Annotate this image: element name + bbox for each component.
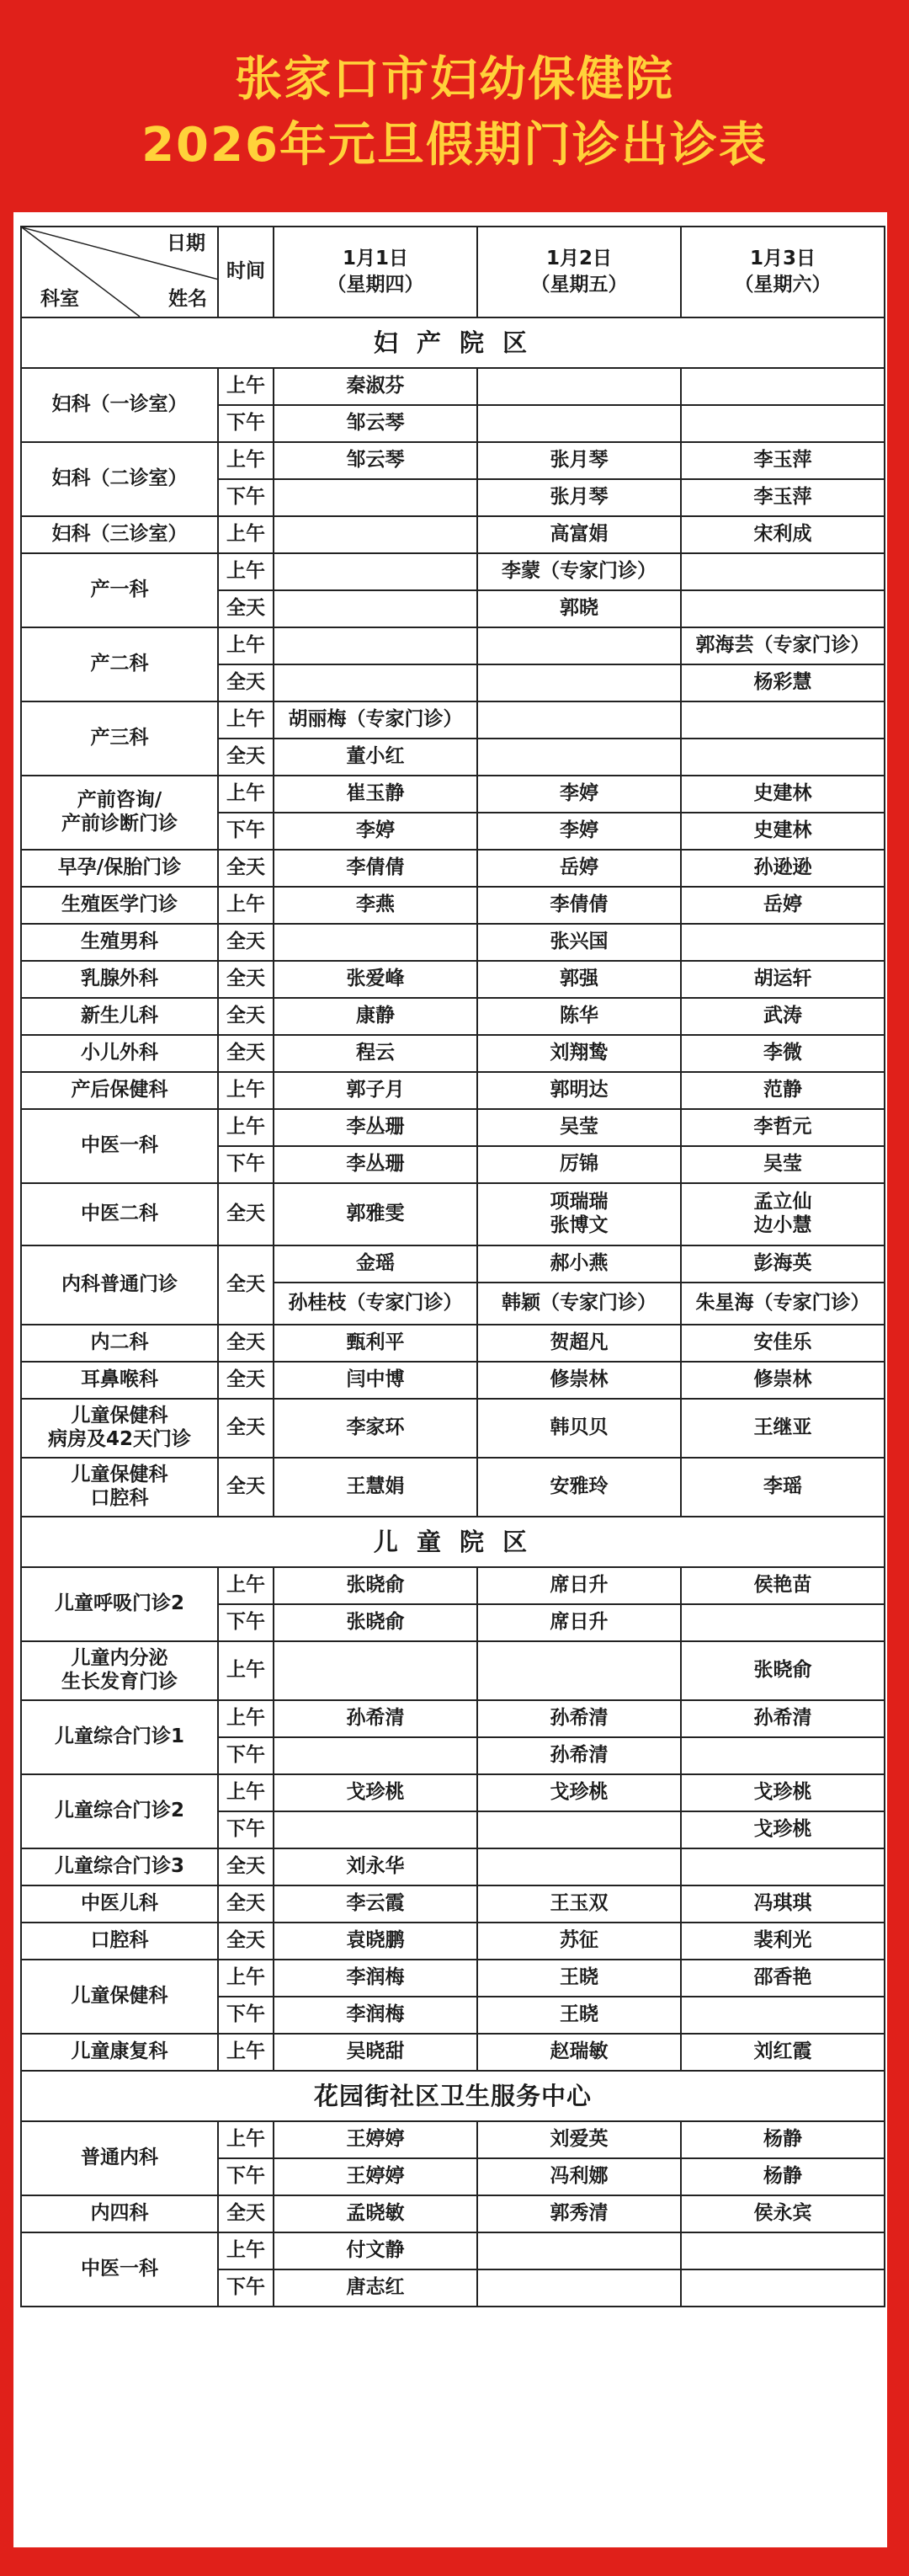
doctor-cell-day3: 胡运轩: [681, 961, 885, 998]
session-time: 上午: [218, 1960, 274, 1997]
doctor-cell-day2: 李蒙（专家门诊）: [477, 553, 681, 590]
department-name: 早孕/保胎门诊: [21, 850, 218, 887]
doctor-cell-day3: [681, 405, 885, 442]
session-time: 下午: [218, 1146, 274, 1183]
doctor-cell-day2: 孙希清: [477, 1737, 681, 1774]
doctor-cell-day2: 李倩倩: [477, 887, 681, 924]
session-time: 全天: [218, 924, 274, 961]
doctor-cell-day1: 秦淑芬: [274, 368, 477, 405]
doctor-cell-day2: 刘翔鸷: [477, 1035, 681, 1072]
doctor-cell-day1: 戈珍桃: [274, 1774, 477, 1811]
table-row: [21, 776, 885, 813]
table-row: [21, 442, 885, 479]
doctor-cell-day3: 冯琪琪: [681, 1885, 885, 1923]
doctor-cell-day2: [477, 739, 681, 776]
doctor-cell-day2: [477, 627, 681, 664]
session-time: 上午: [218, 368, 274, 405]
table-row: [21, 1362, 885, 1399]
department-name: 生殖男科: [21, 924, 218, 961]
session-time: 下午: [218, 813, 274, 850]
doctor-cell-day1: 李婷: [274, 813, 477, 850]
section-header-row: [21, 1517, 885, 1567]
table-row: [21, 516, 885, 553]
table-row: [21, 2121, 885, 2158]
session-time: 全天: [218, 1923, 274, 1960]
session-time: 全天: [218, 1458, 274, 1517]
doctor-cell-day2: [477, 1848, 681, 1885]
doctor-cell-day2: 李婷: [477, 813, 681, 850]
session-time: 上午: [218, 1700, 274, 1737]
department-name: 普通内科: [21, 2121, 218, 2195]
doctor-cell-day2: [477, 664, 681, 701]
doctor-cell-day2: [477, 2232, 681, 2269]
table-row: [21, 553, 885, 590]
day-header-3: [681, 227, 885, 317]
table-row: [21, 1109, 885, 1146]
doctor-cell-day1: 郭子月: [274, 1072, 477, 1109]
doctor-cell-day2: [477, 2269, 681, 2307]
corner-header-cell: [21, 227, 218, 317]
doctor-cell-day3: 邵香艳: [681, 1960, 885, 1997]
doctor-cell-day1: [274, 479, 477, 516]
doctor-cell-day3: [681, 1737, 885, 1774]
doctor-cell-day3: 侯艳苗: [681, 1567, 885, 1604]
doctor-cell-day3: 郭海芸（专家门诊）: [681, 627, 885, 664]
doctor-cell-day3: 杨静: [681, 2158, 885, 2195]
department-name: 儿童呼吸门诊2: [21, 1567, 218, 1641]
day-weekday: （星期六）: [734, 274, 832, 296]
table-row: [21, 1774, 885, 1811]
session-time: 下午: [218, 1811, 274, 1848]
department-name: 内二科: [21, 1325, 218, 1362]
doctor-cell-day1: 李丛珊: [274, 1109, 477, 1146]
table-row: [21, 1641, 885, 1700]
page-subtitle: 2026年元旦假期门诊出诊表: [141, 118, 768, 173]
doctor-cell-day1: 唐志红: [274, 2269, 477, 2307]
session-time: 上午: [218, 887, 274, 924]
table-row: [21, 1245, 885, 1283]
session-time: 上午: [218, 2034, 274, 2071]
doctor-cell-day1: 李燕: [274, 887, 477, 924]
department-name: 乳腺外科: [21, 961, 218, 998]
day-date: 1月1日: [342, 247, 408, 269]
department-name: 新生儿科: [21, 998, 218, 1035]
doctor-cell-day1: 张晓俞: [274, 1604, 477, 1641]
day-date: 1月2日: [545, 247, 612, 269]
doctor-cell-day1: 李丛珊: [274, 1146, 477, 1183]
department-name: 中医二科: [21, 1183, 218, 1245]
session-time: 下午: [218, 1997, 274, 2034]
doctor-cell-day1: 付文静: [274, 2232, 477, 2269]
table-row: [21, 2232, 885, 2269]
doctor-cell-day3: 修崇林: [681, 1362, 885, 1399]
table-row: [21, 1885, 885, 1923]
doctor-cell-day1: [274, 664, 477, 701]
doctor-cell-day1: 吴晓甜: [274, 2034, 477, 2071]
doctor-cell-day3: 武涛: [681, 998, 885, 1035]
table-row: [21, 1183, 885, 1245]
session-time: 上午: [218, 553, 274, 590]
doctor-cell-day3: 王继亚: [681, 1399, 885, 1458]
department-name: 儿童保健科: [21, 1960, 218, 2034]
doctor-cell-day1: 李润梅: [274, 1997, 477, 2034]
doctor-cell-day3: 李哲元: [681, 1109, 885, 1146]
day-weekday: （星期五）: [530, 274, 628, 296]
department-name: 妇科（一诊室）: [21, 368, 218, 442]
doctor-cell-day2: [477, 405, 681, 442]
doctor-cell-day3: 史建林: [681, 776, 885, 813]
session-time: 全天: [218, 998, 274, 1035]
doctor-cell-day2: 王晓: [477, 1960, 681, 1997]
department-name: 产三科: [21, 701, 218, 776]
day-weekday: （星期四）: [327, 274, 424, 296]
doctor-cell-day2: 贺超凡: [477, 1325, 681, 1362]
doctor-cell-day1: 金瑶: [274, 1245, 477, 1283]
table-row: [21, 2195, 885, 2232]
doctor-cell-day1: 李润梅: [274, 1960, 477, 1997]
table-row: [21, 2034, 885, 2071]
doctor-cell-day1: [274, 924, 477, 961]
doctor-cell-day2: [477, 368, 681, 405]
doctor-cell-day1: 李倩倩: [274, 850, 477, 887]
doctor-cell-day2: 张月琴: [477, 479, 681, 516]
doctor-cell-day1: [274, 1811, 477, 1848]
table-row: [21, 1458, 885, 1517]
doctor-cell-day1: 孟晓敏: [274, 2195, 477, 2232]
session-time: 全天: [218, 1183, 274, 1245]
doctor-cell-day2: 苏征: [477, 1923, 681, 1960]
doctor-cell-day3: 岳婷: [681, 887, 885, 924]
doctor-cell-day3: 孟立仙 边小慧: [681, 1183, 885, 1245]
session-time: 下午: [218, 1604, 274, 1641]
doctor-cell-day2: 项瑞瑞 张博文: [477, 1183, 681, 1245]
section-title: 儿 童 院 区: [21, 1517, 885, 1567]
doctor-cell-day3: 张晓俞: [681, 1641, 885, 1700]
department-name: 儿童综合门诊1: [21, 1700, 218, 1774]
table-row: [21, 850, 885, 887]
doctor-cell-day1: 康静: [274, 998, 477, 1035]
doctor-cell-day1: 袁晓鹏: [274, 1923, 477, 1960]
doctor-cell-day3: [681, 1848, 885, 1885]
section-title: 花园街社区卫生服务中心: [21, 2071, 885, 2121]
department-name: 妇科（三诊室）: [21, 516, 218, 553]
table-row: [21, 1567, 885, 1604]
session-time: 上午: [218, 1072, 274, 1109]
doctor-cell-day1: 董小红: [274, 739, 477, 776]
doctor-cell-day2: 郭晓: [477, 590, 681, 627]
doctor-cell-day1: 王慧娟: [274, 1458, 477, 1517]
table-row: [21, 1848, 885, 1885]
doctor-cell-day3: 李玉萍: [681, 479, 885, 516]
session-time: 上午: [218, 1774, 274, 1811]
doctor-cell-day1: 王婷婷: [274, 2158, 477, 2195]
department-name: 中医一科: [21, 1109, 218, 1183]
doctor-cell-day2: 孙希清: [477, 1700, 681, 1737]
doctor-cell-day2: [477, 1641, 681, 1700]
table-row: [21, 887, 885, 924]
doctor-cell-day3: 侯永宾: [681, 2195, 885, 2232]
department-name: 产二科: [21, 627, 218, 701]
doctor-cell-day2: 席日升: [477, 1604, 681, 1641]
department-name: 妇科（二诊室）: [21, 442, 218, 516]
doctor-cell-day2: 赵瑞敏: [477, 2034, 681, 2071]
doctor-cell-day3: [681, 2269, 885, 2307]
session-time: 全天: [218, 1035, 274, 1072]
department-name: 口腔科: [21, 1923, 218, 1960]
table-row: [21, 1700, 885, 1737]
department-name: 儿童内分泌 生长发育门诊: [21, 1641, 218, 1700]
table-row: [21, 1072, 885, 1109]
doctor-cell-day2: 郭秀清: [477, 2195, 681, 2232]
doctor-cell-day3: 杨静: [681, 2121, 885, 2158]
session-time: 上午: [218, 516, 274, 553]
table-row: [21, 961, 885, 998]
table-row: [21, 1960, 885, 1997]
table-row: [21, 1035, 885, 1072]
doctor-cell-day2: 张兴国: [477, 924, 681, 961]
session-time: 全天: [218, 1399, 274, 1458]
doctor-cell-day3: 李微: [681, 1035, 885, 1072]
doctor-cell-day3: [681, 701, 885, 739]
doctor-cell-day1: 王婷婷: [274, 2121, 477, 2158]
department-name: 儿童综合门诊3: [21, 1848, 218, 1885]
doctor-cell-day2: 冯利娜: [477, 2158, 681, 2195]
day-header-1: [274, 227, 477, 317]
doctor-cell-day3: [681, 590, 885, 627]
session-time: 全天: [218, 1325, 274, 1362]
session-time: 全天: [218, 2195, 274, 2232]
department-name: 内科普通门诊: [21, 1245, 218, 1325]
doctor-cell-day2: 吴莹: [477, 1109, 681, 1146]
table-header-row: [21, 227, 885, 317]
session-time: 上午: [218, 1567, 274, 1604]
doctor-cell-day2: 厉锦: [477, 1146, 681, 1183]
department-name: 耳鼻喉科: [21, 1362, 218, 1399]
dept-axis-label: 科室: [40, 288, 79, 311]
session-time: 上午: [218, 627, 274, 664]
doctor-cell-day2: [477, 701, 681, 739]
page-title: 张家口市妇幼保健院: [235, 52, 674, 107]
doctor-cell-day3: [681, 2232, 885, 2269]
doctor-cell-day3: 戈珍桃: [681, 1811, 885, 1848]
doctor-cell-day2: 席日升: [477, 1567, 681, 1604]
session-time: 全天: [218, 590, 274, 627]
table-row: [21, 627, 885, 664]
department-name: 产一科: [21, 553, 218, 627]
session-time: 下午: [218, 479, 274, 516]
doctor-cell-day2: 戈珍桃: [477, 1774, 681, 1811]
doctor-cell-day2: 郭明达: [477, 1072, 681, 1109]
table-row: [21, 1325, 885, 1362]
doctor-cell-day3: [681, 1997, 885, 2034]
doctor-cell-day2: 安雅玲: [477, 1458, 681, 1517]
doctor-cell-day1: 邹云琴: [274, 442, 477, 479]
doctor-cell-day1: 张爱峰: [274, 961, 477, 998]
doctor-cell-day2: [477, 1811, 681, 1848]
doctor-cell-day2: 高富娟: [477, 516, 681, 553]
session-time: 上午: [218, 2121, 274, 2158]
doctor-cell-day3: 史建林: [681, 813, 885, 850]
doctor-cell-day2: 王晓: [477, 1997, 681, 2034]
doctor-cell-day3: [681, 739, 885, 776]
doctor-cell-day1: [274, 553, 477, 590]
doctor-cell-day1: 孙桂枝（专家门诊）: [274, 1283, 477, 1325]
doctor-cell-day2: 李婷: [477, 776, 681, 813]
doctor-cell-day2: 王玉双: [477, 1885, 681, 1923]
department-name: 产后保健科: [21, 1072, 218, 1109]
doctor-cell-day3: [681, 368, 885, 405]
doctor-cell-day1: 程云: [274, 1035, 477, 1072]
doctor-cell-day3: 彭海英: [681, 1245, 885, 1283]
doctor-cell-day1: 邹云琴: [274, 405, 477, 442]
doctor-cell-day3: 宋利成: [681, 516, 885, 553]
doctor-cell-day3: 安佳乐: [681, 1325, 885, 1362]
session-time: 下午: [218, 2158, 274, 2195]
session-time: 下午: [218, 1737, 274, 1774]
session-time: 上午: [218, 1641, 274, 1700]
doctor-cell-day1: [274, 516, 477, 553]
department-name: 儿童保健科 口腔科: [21, 1458, 218, 1517]
session-time: 全天: [218, 1885, 274, 1923]
doctor-cell-day2: 郝小燕: [477, 1245, 681, 1283]
doctor-cell-day2: 韩颖（专家门诊）: [477, 1283, 681, 1325]
doctor-cell-day1: [274, 590, 477, 627]
doctor-cell-day1: 张晓俞: [274, 1567, 477, 1604]
table-row: [21, 368, 885, 405]
department-name: 产前咨询/ 产前诊断门诊: [21, 776, 218, 850]
header-banner: [0, 0, 909, 194]
session-time: 全天: [218, 1362, 274, 1399]
doctor-cell-day3: 李玉萍: [681, 442, 885, 479]
doctor-cell-day1: 崔玉静: [274, 776, 477, 813]
section-header-row: [21, 317, 885, 368]
doctor-cell-day3: 刘红霞: [681, 2034, 885, 2071]
doctor-cell-day3: 孙希清: [681, 1700, 885, 1737]
doctor-cell-day2: 陈华: [477, 998, 681, 1035]
name-axis-label: 姓名: [168, 288, 207, 311]
doctor-cell-day3: 孙逊逊: [681, 850, 885, 887]
doctor-cell-day1: [274, 1641, 477, 1700]
doctor-cell-day1: 闫中博: [274, 1362, 477, 1399]
department-name: 小儿外科: [21, 1035, 218, 1072]
session-time: 全天: [218, 961, 274, 998]
schedule-table: [20, 226, 885, 2307]
doctor-cell-day3: [681, 924, 885, 961]
doctor-cell-day2: 张月琴: [477, 442, 681, 479]
session-time: 全天: [218, 1848, 274, 1885]
department-name: 儿童综合门诊2: [21, 1774, 218, 1848]
session-time: 上午: [218, 776, 274, 813]
session-time: 上午: [218, 701, 274, 739]
doctor-cell-day3: 李瑶: [681, 1458, 885, 1517]
doctor-cell-day3: 吴莹: [681, 1146, 885, 1183]
table-row: [21, 1399, 885, 1458]
table-row: [21, 924, 885, 961]
session-time: 上午: [218, 1109, 274, 1146]
department-name: 内四科: [21, 2195, 218, 2232]
doctor-cell-day1: [274, 627, 477, 664]
doctor-cell-day1: 孙希清: [274, 1700, 477, 1737]
doctor-cell-day1: [274, 1737, 477, 1774]
time-header: 时间: [218, 227, 274, 317]
section-header-row: [21, 2071, 885, 2121]
doctor-cell-day3: 范静: [681, 1072, 885, 1109]
doctor-cell-day1: 李家环: [274, 1399, 477, 1458]
doctor-cell-day2: 郭强: [477, 961, 681, 998]
doctor-cell-day3: 裴利光: [681, 1923, 885, 1960]
doctor-cell-day3: [681, 1604, 885, 1641]
session-time: 全天: [218, 850, 274, 887]
session-time: 全天: [218, 739, 274, 776]
session-time: 上午: [218, 2232, 274, 2269]
doctor-cell-day1: 胡丽梅（专家门诊）: [274, 701, 477, 739]
table-row: [21, 701, 885, 739]
doctor-cell-day3: 杨彩慧: [681, 664, 885, 701]
doctor-cell-day2: 岳婷: [477, 850, 681, 887]
table-row: [21, 1923, 885, 1960]
schedule-panel: [13, 212, 887, 2547]
department-name: 中医儿科: [21, 1885, 218, 1923]
section-title: 妇 产 院 区: [21, 317, 885, 368]
doctor-cell-day2: 刘爱英: [477, 2121, 681, 2158]
doctor-cell-day1: 刘永华: [274, 1848, 477, 1885]
doctor-cell-day1: 李云霞: [274, 1885, 477, 1923]
doctor-cell-day2: 修崇林: [477, 1362, 681, 1399]
doctor-cell-day3: 朱星海（专家门诊）: [681, 1283, 885, 1325]
doctor-cell-day2: 韩贝贝: [477, 1399, 681, 1458]
session-time: 下午: [218, 2269, 274, 2307]
doctor-cell-day3: 戈珍桃: [681, 1774, 885, 1811]
department-name: 中医一科: [21, 2232, 218, 2307]
doctor-cell-day3: [681, 553, 885, 590]
department-name: 儿童康复科: [21, 2034, 218, 2071]
day-header-2: [477, 227, 681, 317]
session-time: 全天: [218, 664, 274, 701]
department-name: 生殖医学门诊: [21, 887, 218, 924]
day-date: 1月3日: [749, 247, 816, 269]
date-axis-label: 日期: [167, 232, 205, 254]
department-name: 儿童保健科 病房及42天门诊: [21, 1399, 218, 1458]
table-row: [21, 998, 885, 1035]
doctor-cell-day1: 甄利平: [274, 1325, 477, 1362]
doctor-cell-day1: 郭雅雯: [274, 1183, 477, 1245]
session-time: 下午: [218, 405, 274, 442]
session-time: 上午: [218, 442, 274, 479]
session-time: 全天: [218, 1245, 274, 1325]
